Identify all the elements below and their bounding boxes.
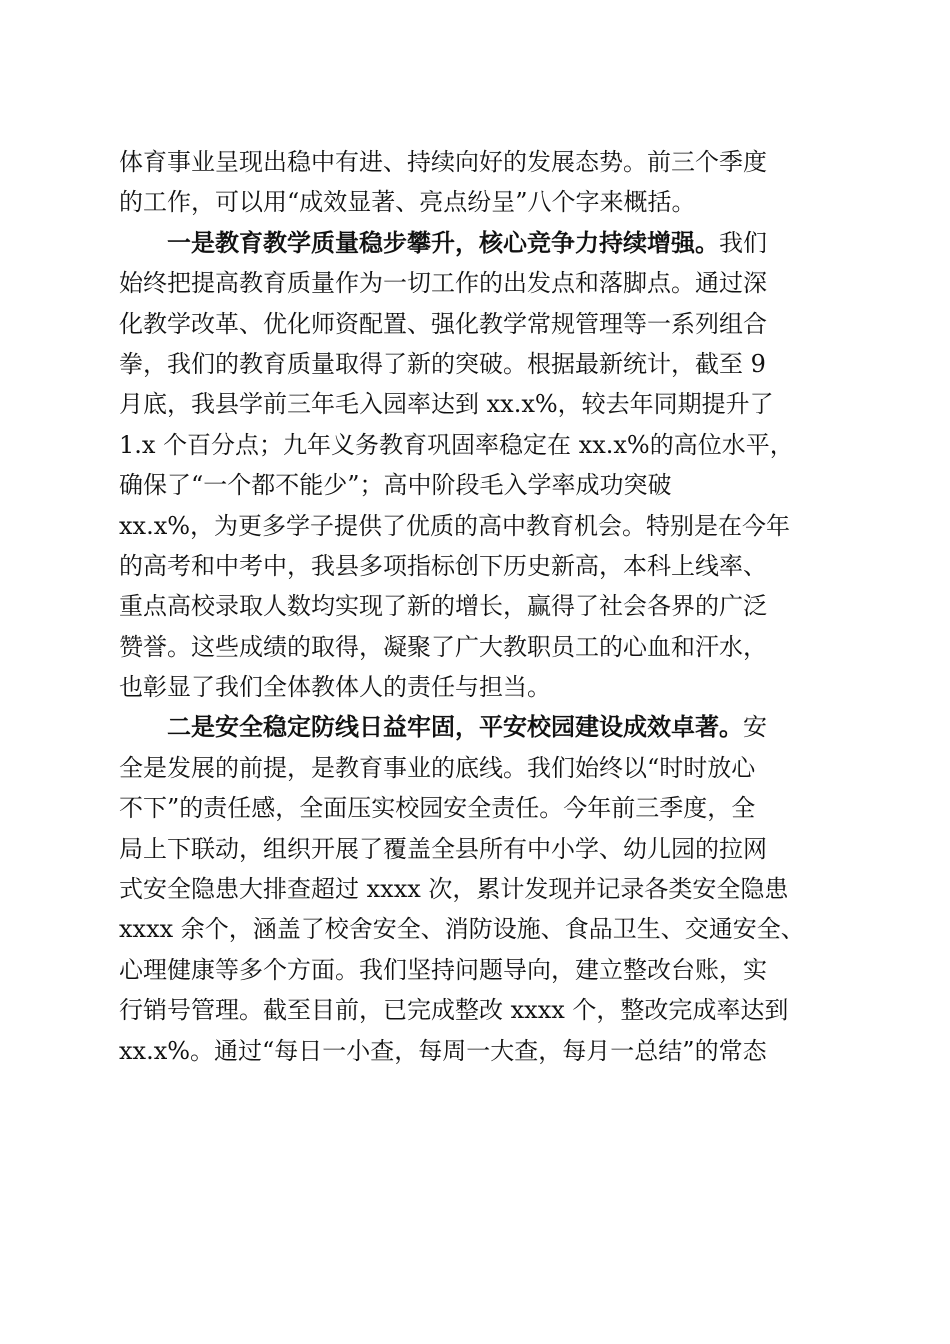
section-1-paragraph bbox=[119, 223, 831, 708]
text-line: 确保了“一个都不能少”；高中阶段毛入学率成功突破 bbox=[119, 471, 672, 500]
text-line: 心理健康等多个方面。我们坚持问题导向，建立整改台账，实 bbox=[119, 955, 767, 984]
text-line: xxxx 余个，涵盖了校舍安全、消防设施、食品卫生、交通安全、 bbox=[119, 915, 805, 944]
section-2-first-line bbox=[119, 707, 831, 747]
section-1-lead-text: 我们 bbox=[719, 228, 767, 257]
text-line: 不下”的责任感，全面压实校园安全责任。今年前三季度，全 bbox=[119, 794, 756, 823]
section-1-heading: 一是教育教学质量稳步攀升，核心竞争力持续增强。 bbox=[167, 227, 719, 257]
text-line: 体育事业呈现出稳中有进、持续向好的发展态势。前三个季度 bbox=[119, 148, 767, 176]
text-line: 重点高校录取人数均实现了新的增长，赢得了社会各界的广泛 bbox=[119, 592, 767, 621]
intro-paragraph bbox=[119, 142, 831, 223]
text-line: 也彰显了我们全体教体人的责任与担当。 bbox=[119, 673, 551, 702]
text-line: xx.x%。通过“每日一小查，每周一大查，每月一总结”的常态 bbox=[119, 1036, 767, 1065]
text-line: 月底，我县学前三年毛入园率达到 xx.x%，较去年同期提升了 bbox=[119, 390, 774, 419]
text-line: 拳，我们的教育质量取得了新的突破。根据最新统计，截至 9 bbox=[119, 349, 766, 378]
text-line: 行销号管理。截至目前，已完成整改 xxxx 个，整改完成率达到 bbox=[119, 996, 789, 1025]
text-line: 全是发展的前提，是教育事业的底线。我们始终以“时时放心 bbox=[119, 753, 756, 782]
text-line: 的高考和中考中，我县多项指标创下历史新高，本科上线率、 bbox=[119, 551, 767, 580]
text-line: 局上下联动，组织开展了覆盖全县所有中小学、幼儿园的拉网 bbox=[119, 834, 767, 863]
text-line: 式安全隐患大排查超过 xxxx 次，累计发现并记录各类安全隐患 bbox=[119, 875, 789, 904]
section-1-first-line bbox=[119, 223, 831, 263]
section-2-heading: 二是安全稳定防线日益牢固，平安校园建设成效卓著。 bbox=[167, 712, 743, 742]
text-line: 的工作，可以用“成效显著、亮点纷呈”八个字来概括。 bbox=[119, 188, 696, 217]
section-2-lead-text: 安 bbox=[743, 713, 767, 742]
text-line: 化教学改革、优化师资配置、强化教学常规管理等一系列组合 bbox=[119, 309, 767, 338]
text-line: 1.x 个百分点；九年义务教育巩固率稳定在 xx.x%的高位水平， bbox=[119, 430, 794, 459]
text-line: 始终把提高教育质量作为一切工作的出发点和落脚点。通过深 bbox=[119, 269, 767, 298]
text-line: xx.x%，为更多学子提供了优质的高中教育机会。特别是在今年 bbox=[119, 511, 791, 540]
document-body bbox=[119, 142, 831, 1071]
section-2-paragraph bbox=[119, 707, 831, 1071]
text-line: 赞誉。这些成绩的取得，凝聚了广大教职员工的心血和汗水， bbox=[119, 632, 767, 661]
